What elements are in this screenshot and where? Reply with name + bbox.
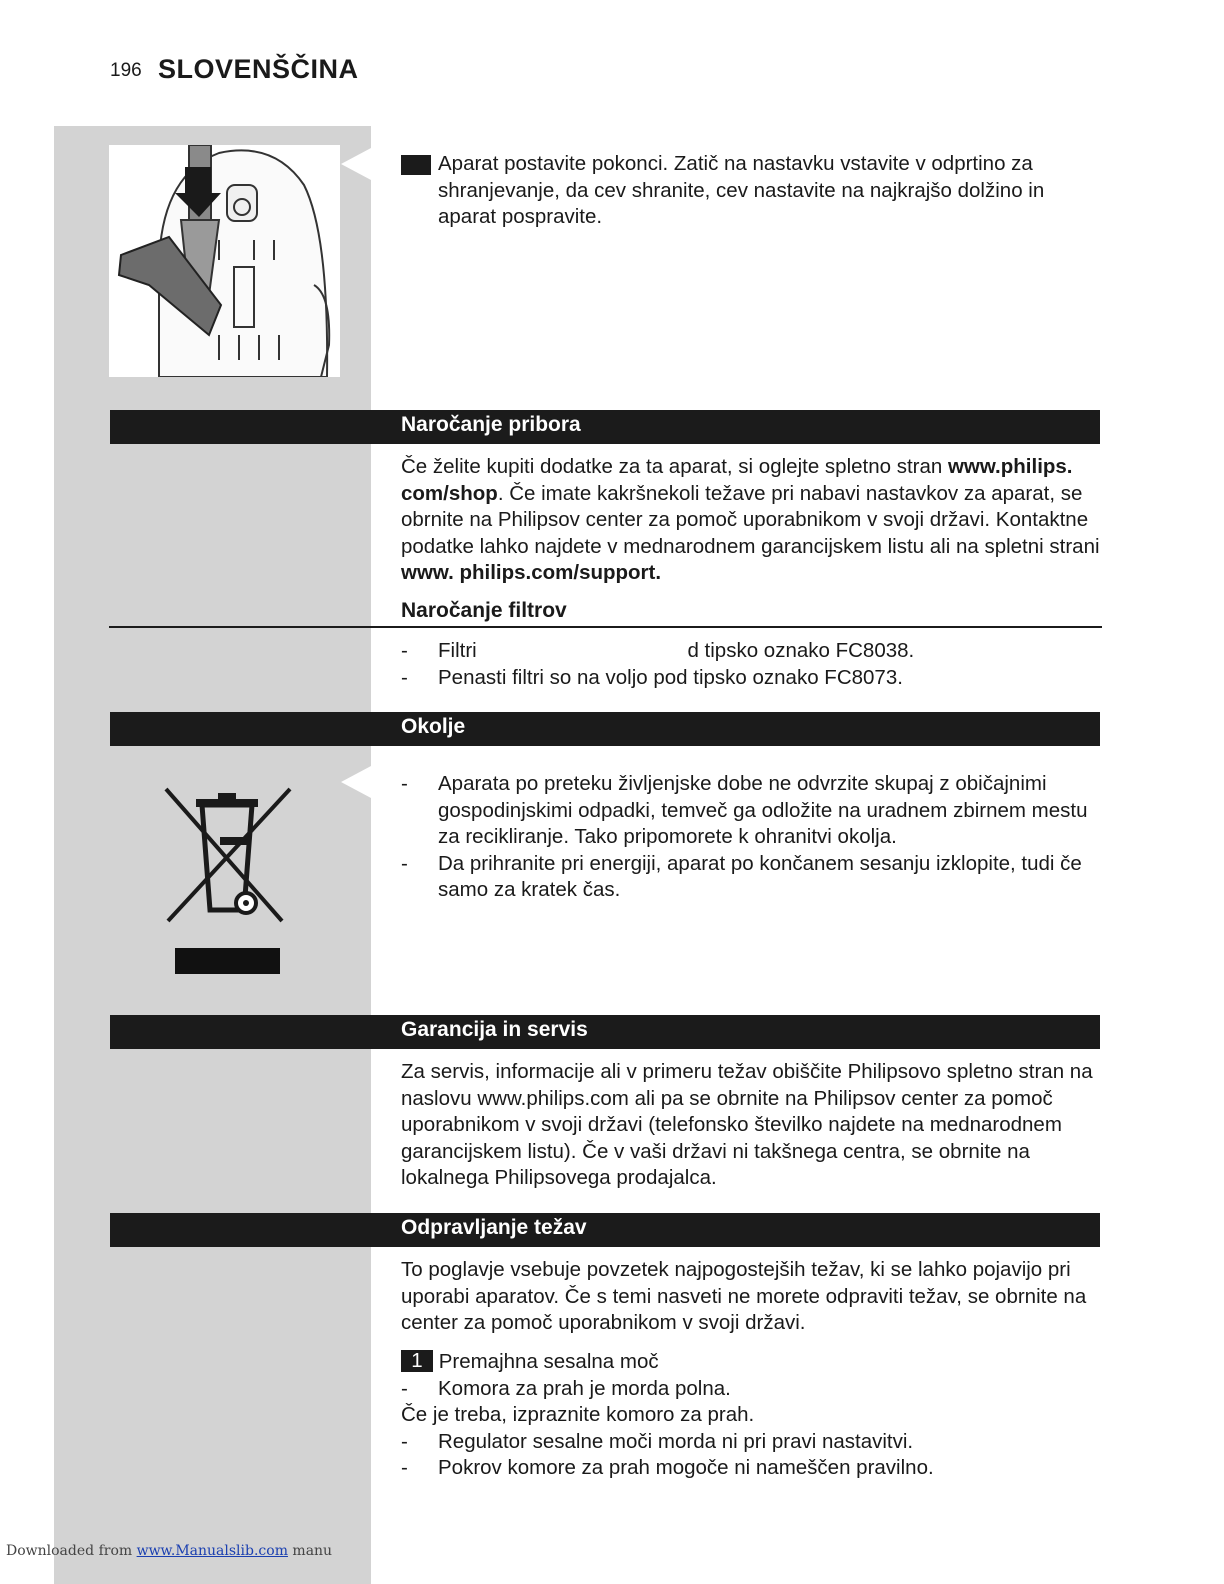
divider: [109, 626, 1102, 628]
list-item: - Da prihranite pri energiji, aparat po končanem sesanju izklopite, tudi če samo za kratek čas.: [401, 851, 1082, 901]
philips-shop-link[interactable]: www.philips. com/shop: [401, 455, 1073, 505]
step-text: Aparat postavite pokonci. Zatič na nastavku vstavite v odprtino za shranjevanje, da cev shranite, cev nastavite na najkrajšo dolžino in aparat pospravite.: [438, 152, 1045, 228]
filters-list: [401, 638, 1101, 691]
section-title: Garancija in servis: [401, 1018, 588, 1041]
manualslib-link[interactable]: www.Manualslib.com: [136, 1543, 288, 1559]
list-item: - Filtri d tipsko oznako FC8038.: [401, 639, 915, 662]
download-footer: Downloaded from www.Manualslib.com manu: [6, 1543, 333, 1559]
list-item: - Aparata po preteku življenjske dobe ne odvrzite skupaj z običajnimi gospodinjskimi odpadki, temveč ga odložite na uradnem zbirnem mestu za recikliranje. Tako pripomorete k ohranitvi okolja.: [401, 772, 1088, 848]
environment-list: [401, 771, 1101, 904]
list-item: - Penasti filtri so na voljo pod tipsko oznako FC8073.: [401, 665, 903, 689]
section-bar-accessories: [110, 410, 1100, 444]
page-number: 196: [110, 60, 142, 81]
guarantee-paragraph: Za servis, informacije ali v primeru težav obiščite Philipsovo spletno stran na naslovu www.philips.com ali pa se obrnite na Philipsov center za pomoč uporabnikom v svoji državi (telefonsko številko najdete na mednarodnem garancijskem listu). Če v vaši državi ni takšnega centra, se obrnite na lokalnega Philipsovega prodajalca.: [401, 1060, 1093, 1189]
list-item: - Komora za prah je morda polna.: [401, 1376, 731, 1400]
problem-number: 1: [401, 1350, 433, 1372]
page-title: SLOVENŠČINA: [158, 54, 359, 84]
section-bar-environment: [110, 712, 1100, 746]
section-title: Naročanje pribora: [401, 413, 581, 436]
solution-text: Če je treba, izpraznite komoro za prah.: [401, 1403, 755, 1426]
weee-bar: [175, 948, 280, 974]
troubleshooting-paragraph: To poglavje vsebuje povzetek najpogostejših težav, ki se lahko pojavijo pri uporabi aparatov. Če s temi nasveti ne morete odpraviti težav, se obrnite na center za pomoč uporabnikom v svoji državi.: [401, 1258, 1087, 1334]
problem-heading: 1 Premajhna sesalna moč: [401, 1349, 1101, 1376]
filters-heading: Naročanje filtrov: [401, 599, 567, 622]
vacuum-storage-illustration: [109, 145, 340, 377]
step-marker: [401, 155, 431, 175]
troubleshooting-problems: [401, 1349, 1101, 1482]
pointer-notch: [341, 766, 371, 798]
crossed-bin-icon: [160, 785, 295, 925]
list-item: - Regulator sesalne moči morda ni pri pravi nastavitvi.: [401, 1429, 914, 1453]
section-title: Odpravljanje težav: [401, 1216, 587, 1239]
accessories-paragraph: Če želite kupiti dodatke za ta aparat, si oglejte spletno stran www.philips. com/shop. Če imate kakršnekoli težave pri nabavi nastavkov za aparat, se obrnite na Philipsov center za pomoč uporabnikom v svoji državi. Kontaktne podatke lahko najdete v mednarodnem garancijskem listu ali na spletni strani www. philips.com/support.: [401, 455, 1100, 584]
section-bar-guarantee: [110, 1015, 1100, 1049]
list-item: - Pokrov komore za prah mogoče ni nameščen pravilno.: [401, 1456, 934, 1479]
section-title: Okolje: [401, 715, 466, 738]
philips-support-link[interactable]: www. philips.com/support.: [401, 561, 662, 584]
section-bar-troubleshooting: [110, 1213, 1100, 1247]
pointer-notch: [341, 148, 371, 180]
